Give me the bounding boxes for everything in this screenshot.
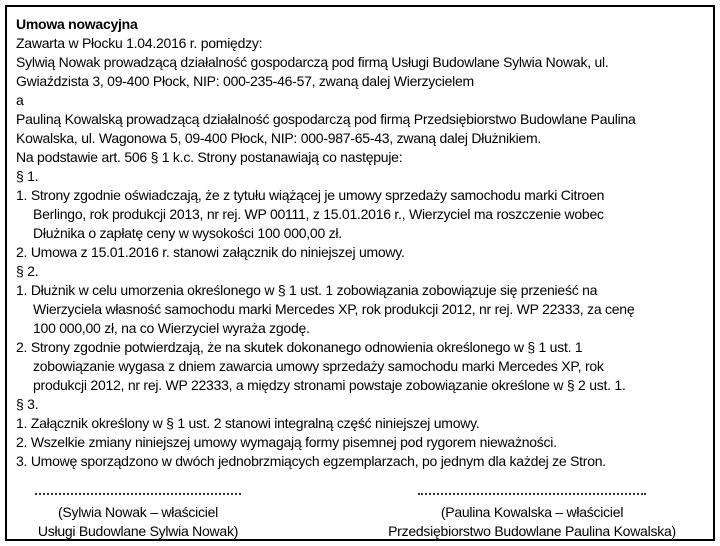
doc-line: Berlingo, rok produkcji 2013, nr rej. WP 00111, z 15.01.2016 r., Wierzyciel ma roszczenie wobec <box>33 206 604 222</box>
doc-line: 1. Strony zgodnie oświadczają, że z tytułu wiążącej je umowy sprzedaży samochodu marki Citroen <box>16 187 605 203</box>
doc-line: 2. Strony zgodnie potwierdzają, że na skutek dokonanego odnowienia określonego w § 1 ust. 1 <box>16 339 583 355</box>
contract-text <box>16 15 704 471</box>
doc-line: Wierzyciela własność samochodu marki Mercedes XP, rok produkcji 2012, nr rej. WP 22333, za cenę <box>33 301 635 317</box>
signature-company-line: Usługi Budowlane Sylwia Nowak) <box>37 523 239 539</box>
doc-line: Sylwią Nowak prowadzącą działalność gospodarczą pod firmą Usługi Budowlane Sylwia Nowak, ul. <box>16 54 609 70</box>
doc-line: Pauliną Kowalską prowadzącą działalność gospodarczą pod firmą Przedsiębiorstwo Budowlane Paulina <box>16 111 636 127</box>
signature-block-creditor <box>20 484 256 541</box>
doc-line: 2. Wszelkie zmiany niniejszej umowy wymagają formy pisemnej pod rygorem nieważności. <box>16 434 557 450</box>
signature-row <box>16 484 704 541</box>
doc-line: Gwiaździsta 3, 09-400 Płock, NIP: 000-235-46-57, zwaną dalej Wierzycielem <box>16 73 474 89</box>
doc-line: 1. Załącznik określony w § 1 ust. 2 stanowi integralną część niniejszej umowy. <box>16 415 480 431</box>
doc-line: Kowalska, ul. Wagonowa 5, 09-400 Płock, NIP: 000-987-65-43, zwaną dalej Dłużnikiem. <box>16 130 542 146</box>
signature-name-line: (Paulina Kowalska – właściciel <box>440 504 624 520</box>
doc-line: Zawarta w Płocku 1.04.2016 r. pomiędzy: <box>16 35 263 51</box>
doc-line: § 1. <box>16 168 39 184</box>
doc-line: 3. Umowę sporządzono w dwóch jednobrzmiących egzemplarzach, po jednym dla każdej ze Stron. <box>16 453 606 469</box>
signature-dotted-line <box>418 485 646 495</box>
signature-company-line: Przedsiębiorstwo Budowlane Paulina Kowalska) <box>388 523 676 539</box>
document-title: Umowa nowacyjna <box>16 16 138 32</box>
doc-line: Na podstawie art. 506 § 1 k.c. Strony postanawiają co następuje: <box>16 149 403 165</box>
signature-block-debtor <box>364 484 700 541</box>
doc-line: 1. Dłużnik w celu umorzenia określonego w § 1 ust. 1 zobowiązania zobowiązuje się przenieść na <box>16 282 598 298</box>
doc-line: produkcji 2012, nr rej. WP 22333, a między stronami powstaje zobowiązanie określone w § 2 ust. 1. <box>33 377 626 393</box>
doc-line: Dłużnika o zapłatę ceny w wysokości 100 000,00 zł. <box>33 225 342 241</box>
doc-line: § 3. <box>16 396 39 412</box>
doc-line: a <box>16 92 24 108</box>
doc-line: 100 000,00 zł, na co Wierzyciel wyraża zgodę. <box>33 320 310 336</box>
doc-line: § 2. <box>16 263 39 279</box>
doc-line: 2. Umowa z 15.01.2016 r. stanowi załącznik do niniejszej umowy. <box>16 244 405 260</box>
doc-line: zobowiązanie wygasa z dniem zawarcia umowy sprzedaży samochodu marki Mercedes XP, rok <box>33 358 604 374</box>
signature-name-line: (Sylwia Nowak – właściciel <box>58 504 218 520</box>
document-frame-border <box>5 5 715 541</box>
signature-dotted-line <box>35 485 241 495</box>
